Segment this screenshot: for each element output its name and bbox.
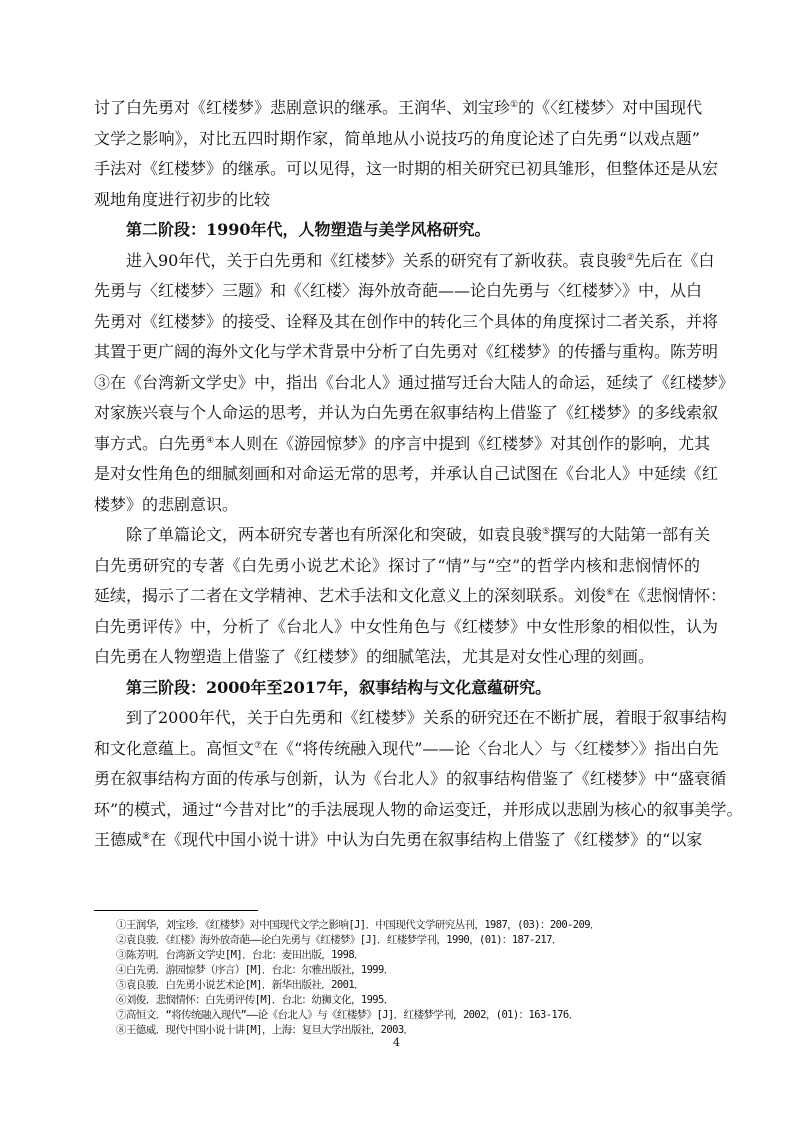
text-run: 和文化意蕴上。高恒文 [94,738,255,758]
footnote-3: ③陈芳明．台湾新文学史[M]．台北：麦田出版，1998． [116,949,364,961]
text-line: 楼梦》的悲剧意识。 [94,494,239,514]
footnote-ref[interactable]: ① [510,100,519,110]
text-line: 先勇对《红楼梦》的接受、诠释及其在创作中的转化三个具体的角度探讨二者关系，并将 [94,311,719,331]
text-line: 是对女性角色的细腻刻画和对命运无常的思考，并承认自己试图在《台北人》中延续《红 [94,464,719,483]
text-run: 先后在《白 [634,250,715,270]
text-line: 对家族兴衰与个人命运的思考，并认为白先勇在叙事结构上借鉴了《红楼梦》的多线索叙 [94,403,719,422]
text-line: 先勇与〈红楼梦〉三题》和《〈红楼〉海外放奇葩——论白先勇与〈红楼梦〉》中，从白 [94,281,703,300]
footnote-separator [94,910,258,911]
text-line: 其置于更广阔的海外文化与学术背景中分析了白先勇对《红楼梦》的传播与重构。陈芳明 [94,342,719,361]
text-run: 的《〈红楼梦〉对中国现代 [518,98,703,117]
text-line: 白先勇评传》中，分析了《台北人》中女性角色与《红楼梦》中女性形象的相似性，认为 [94,616,719,636]
footnote-6: ⑥刘俊．悲悯情怀：白先勇评传[M]．台北：幼狮文化，1995． [116,994,394,1006]
text-run: 本人则在《游园惊梦》的序言中提到《红楼梦》对其创作的影响，尤其 [214,433,711,453]
text-line [94,825,703,856]
text-line: 手法对《红楼梦》的继承。可以见得，这一时期的相关研究已初具雏形，但整体还是从宏 [94,159,719,178]
page-number: 4 [393,1036,400,1049]
footnote-5: ⑤袁良骏．白先勇小说艺术论[M]．新华出版社．2001． [116,979,364,991]
text-line: 白先勇在人物塑造上借鉴了《红楼梦》的细腻笔法，尤其是对女性心理的刻画。 [94,647,655,666]
section-heading-stage-3: 第三阶段：2000年至2017年，叙事结构与文化意蕴研究。 [126,677,552,697]
section-heading-stage-2: 第二阶段：1990年代，人物塑造与美学风格研究。 [126,220,491,239]
text-line: 到了2000年代，关于白先勇和《红楼梦》关系的研究还在不断扩展，着眼于叙事结构 [126,708,727,727]
footnotes [116,918,706,1038]
text-run: 在《现代中国小说十讲》中认为白先勇在叙事结构上借鉴了《红楼梦》的“以家 [150,830,703,849]
footnote-2: ②袁良骏．《红楼》海外放奇葩——论白先勇与《红楼梦》[J]．红楼梦学刊，1990，(01)：187-217． [116,934,562,946]
text-line: 观地角度进行初步的比较 [94,189,271,209]
text-line [94,734,719,765]
footnote-ref[interactable]: ④ [206,435,215,446]
text-run: 事方式。白先勇 [94,433,207,453]
text-line [94,581,727,612]
text-line [94,429,711,460]
text-run: 撰写的大陆第一部有关 [550,525,711,544]
footnote-7: ⑦高恒文．“将传统融入现代”——论《台北人》与《红楼梦》[J]．红楼梦学刊，2002，(01)：163-176． [116,1009,579,1021]
text-run: 在《“将传统融入现代”——论〈台北人〉与〈红楼梦〉》指出白先 [262,738,719,758]
footnote-8: ⑧王德威．现代中国小说十讲[M]，上海：复旦大学出版社，2003． [116,1024,414,1036]
text-run: 进入90年代，关于白先勇和《红楼梦》关系的研究有了新收获。袁良骏 [126,250,627,270]
text-line: 文学之影响》，对比五四时期作家，简单地从小说技巧的角度论述了白先勇“以戏点题” [94,128,700,148]
text-run: 延续，揭示了二者在文学精神、艺术手法和文化意义上的深刻联系。刘俊 [94,586,607,605]
footnote-ref[interactable]: ⑤ [542,527,551,537]
text-line: 白先勇研究的专著《白先勇小说艺术论》探讨了“情”与“空”的哲学内核和悲悯情怀的 [94,555,700,575]
footnote-1: ①王润华，刘宝珍．《红楼梦》对中国现代文学之影响[J]．中国现代文学研究丛刊，1987，(03)：200-209． [116,919,600,931]
text-line: ③在《台湾新文学史》中，指出《台北人》通过描写迁台大陆人的命运，延续了《红楼梦》 [94,372,735,392]
text-run: 在《悲悯情怀： [614,586,727,605]
footnote-ref[interactable]: ⑦ [254,740,263,751]
text-line [94,93,703,124]
text-line: 勇在叙事结构方面的传承与创新，认为《台北人》的叙事结构借鉴了《红楼梦》中“盛衰循 [94,769,727,788]
text-run: 除了单篇论文，两本研究专著也有所深化和突破，如袁良骏 [126,525,543,544]
footnote-ref[interactable]: ② [626,252,635,263]
footnote-4: ④白先勇．游园惊梦（序言）[M]．台北：尔雅出版社，1999． [116,964,394,976]
footnote-ref[interactable]: ⑧ [142,832,151,842]
text-line: 环”的模式，通过“今昔对比”的手法展现人物的命运变迁，并形成以悲剧为核心的叙事美学。 [94,799,743,819]
text-line [94,520,711,551]
text-run: 讨了白先勇对《红楼梦》悲剧意识的继承。王润华、刘宝珍 [94,98,511,117]
text-run: 王德威 [94,830,143,849]
text-line [94,246,715,277]
body-text [94,93,743,856]
footnote-ref[interactable]: ⑥ [606,588,615,598]
